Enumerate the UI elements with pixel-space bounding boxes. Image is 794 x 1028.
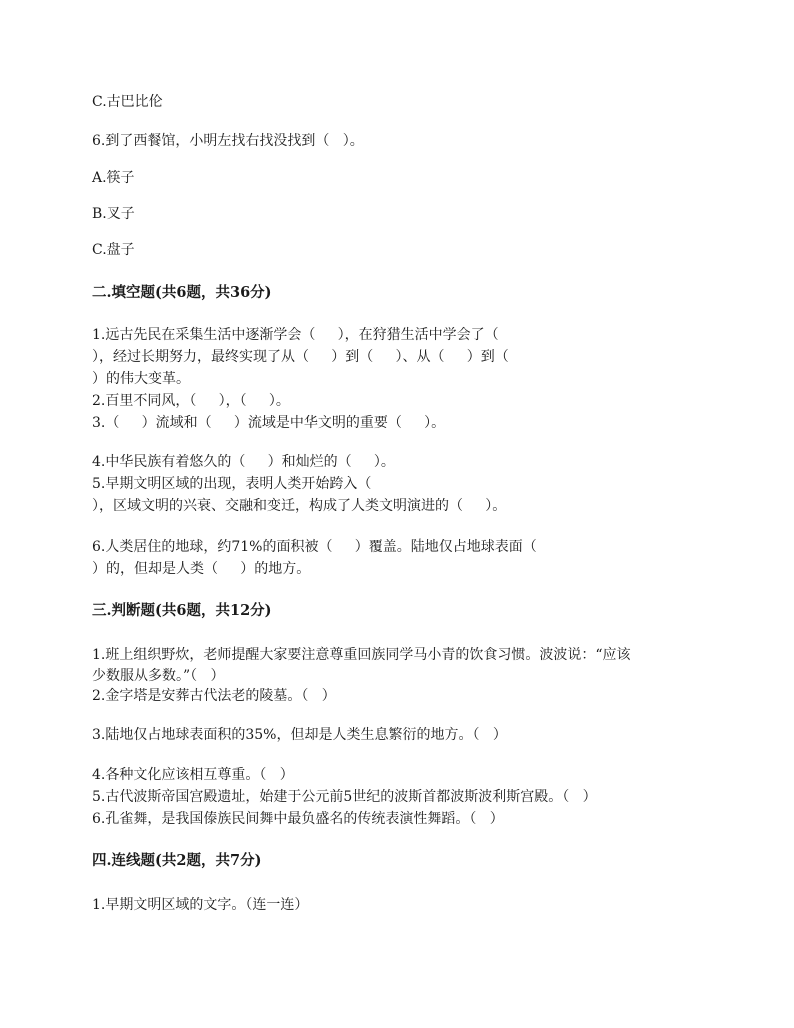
option-c-babylon: C.古巴比伦 bbox=[92, 94, 163, 110]
fill-question-3: 3.（ ）流域和（ ）流域是中华文明的重要（ ）。 bbox=[92, 415, 446, 431]
section-heading-true-false: 三.判断题(共6题，共12分) bbox=[92, 602, 272, 619]
judge-question-3: 3.陆地仅占地球表面积的35%，但却是人类生息繁衍的地方。（ ） bbox=[92, 727, 507, 743]
fill-question-6-line2: ）的，但却是人类（ ）的地方。 bbox=[92, 561, 311, 577]
judge-question-2: 2.金字塔是安葬古代法老的陵墓。（ ） bbox=[92, 688, 336, 704]
option-a: A.筷子 bbox=[92, 170, 135, 186]
matching-question-1: 1.早期文明区域的文字。（连一连） bbox=[92, 897, 309, 913]
question-6: 6.到了西餐馆，小明左找右找没找到（ ）。 bbox=[92, 133, 364, 149]
judge-question-5: 5.古代波斯帝国宫殿遗址，始建于公元前5世纪的波斯首都波斯波利斯宫殿。（ ） bbox=[92, 789, 597, 805]
judge-question-4: 4.各种文化应该相互尊重。（ ） bbox=[92, 767, 294, 783]
option-c: C.盘子 bbox=[92, 242, 135, 258]
fill-question-5-line2: ），区域文明的兴衰、交融和变迁，构成了人类文明演进的（ ）。 bbox=[92, 498, 507, 514]
fill-question-6-line1: 6.人类居住的地球，约71%的面积被（ ）覆盖。陆地仅占地球表面（ bbox=[92, 539, 537, 555]
judge-question-1-line2: 少数服从多数。”（ ） bbox=[92, 668, 225, 684]
fill-question-4: 4.中华民族有着悠久的（ ）和灿烂的（ ）。 bbox=[92, 454, 395, 470]
fill-question-5-line1: 5.早期文明区域的出现，表明人类开始跨入（ bbox=[92, 476, 372, 492]
judge-question-6: 6.孔雀舞，是我国傣族民间舞中最负盛名的传统表演性舞蹈。（ ） bbox=[92, 811, 504, 827]
fill-question-1-line1: 1.远古先民在采集生活中逐渐学会（ ），在狩猎生活中学会了（ bbox=[92, 327, 499, 343]
judge-question-1-line1: 1.班上组织野炊，老师提醒大家要注意尊重回族同学马小青的饮食习惯。波波说：“应该 bbox=[92, 647, 631, 663]
section-heading-matching: 四.连线题(共2题，共7分) bbox=[92, 852, 262, 869]
fill-question-1-line3: ）的伟大变革。 bbox=[92, 371, 190, 387]
section-heading-fill-in: 二.填空题(共6题，共36分) bbox=[92, 284, 272, 301]
fill-question-2: 2.百里不同风，（ ），（ ）。 bbox=[92, 393, 290, 409]
option-b: B.叉子 bbox=[92, 206, 135, 222]
fill-question-1-line2: ），经过长期努力，最终实现了从（ ）到（ ）、从（ ）到（ bbox=[92, 349, 509, 365]
